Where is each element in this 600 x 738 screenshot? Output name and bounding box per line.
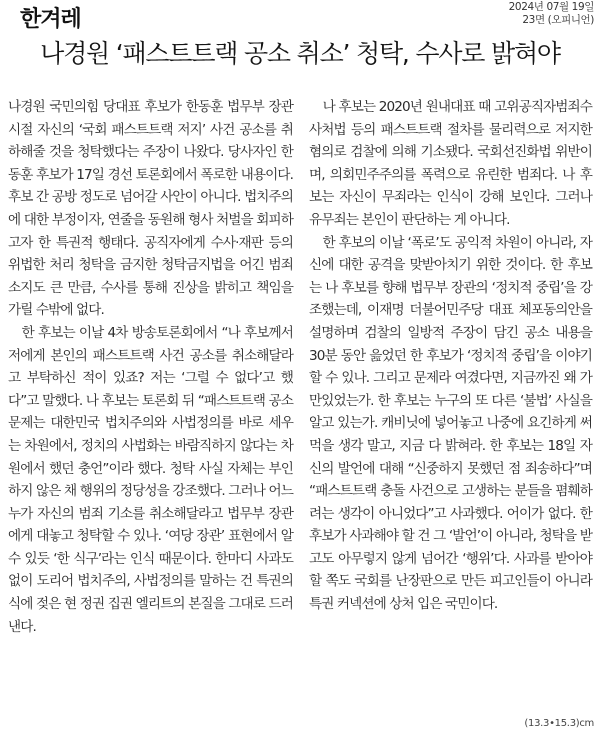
article-column-right [309,96,592,616]
page-section: 23면 (오피니언) [522,13,594,26]
article-headline: 나경원 ‘패스트트랙 공소 취소’ 청탁, 수사로 밝혀야 [40,39,560,68]
article-column-left [8,96,293,638]
paragraph-2: 한 후보는 이날 4차 방송토론회에서 “나 후보께서 저에게 본인의 패스트트랙 사건 공소를 취소해달라고 부탁하신 적이 있죠? 저는 ‘그럴 수 없다’고 했다”고 말했다. 나 후보는 토론회 뒤 “패스트트랙 공소 문제는 대한민국 법치주의와 사법정의를 바로 세우는 차원에서, 정치의 사법화는 바람직하지 않다는 차원에서 했던 충언”이라 했다. 청탁 사실 자체는 부인하지 않은 채 행위의 정당성을 강조했다. 그러나 어느 누가 자신의 범죄 기소를 취소해달라고 법무부 장관에게 대놓고 청탁할 수 있나. ‘여당 장관’ 표현에서 알 수 있듯 ‘한 식구’라는 인식 때문이다. 한마디 사과도 없이 도리어 법치주의, 사법정의를 말하는 건 특권의식에 젖은 현 정권 집권 엘리트의 본질을 그대로 드러낸다. [8,324,293,635]
publication-date: 2024년 07월 19일 [508,1,594,13]
clipping-size-note: (13.3•15.3)cm [524,718,594,729]
paragraph-4: 한 후보의 이날 ‘폭로’도 공익적 차원이 아니라, 자신에 대한 공격을 맞받아치기 위한 것이다. 한 후보는 나 후보를 향해 법무부 장관의 ‘정치적 중립’을 강조했는데, 이재명 더불어민주당 대표 체포동의안을 설명하며 검찰의 일방적 주장이 담긴 공소 내용을 30분 동안 읊었던 한 후보가 ‘정치적 중립’을 이야기할 수 있나. 그리고 문제라 여겼다면, 지금까진 왜 가만있었는가. 한 후보는 누구의 또 다른 ‘불법’ 사실을 알고 있는가. 캐비닛에 넣어놓고 나중에 요긴하게 써먹을 생각 말고, 지금 다 밝혀라. 한 후보는 18일 자신의 발언에 대해 “신중하지 못했던 점 죄송하다”며 “패스트트랙 충돌 사건으로 고생하는 분들을 폄훼하려는 생각이 아니었다”고 사과했다. 어이가 없다. 한 후보가 사과해야 할 건 그 ‘발언’이 아니라, 청탁을 받고도 아무렇지 않게 넘어간 ‘행위’다. 사과를 받아야 할 쪽도 국회를 난장판으로 만든 피고인들이 아니라 특권 커넥션에 상처 입은 국민이다. [309,234,592,613]
paragraph-3: 나 후보는 2020년 원내대표 때 고위공직자범죄수사처법 등의 패스트트랙 절차를 물리력으로 저지한 혐의로 검찰에 의해 기소됐다. 국회선진화법 위반이며, 의회민주주의를 폭력으로 유린한 범죄다. 나 후보는 자신이 무죄라는 인식이 강해 보인다. 그러나 유무죄는 본인이 판단하는 게 아니다. [309,99,592,228]
publication-meta [509,1,594,26]
paragraph-1: 나경원 국민의힘 당대표 후보가 한동훈 법무부 장관 시절 자신의 ‘국회 패스트트랙 저지’ 사건 공소를 취하해줄 것을 청탁했다는 주장이 나왔다. 당사자인 한동훈 후보가 17일 경선 토론회에서 폭로한 내용이다. 후보 간 공방 정도로 넘어갈 사안이 아니다. 법치주의에 대한 부정이자, 연줄을 동원해 형사 처벌을 회피하고자 한 특권적 행태다. 공직자에게 수사·재판 등의 위법한 처리 청탁을 금지한 청탁금지법을 어긴 범죄 소지도 큰 만큼, 수사를 통해 진상을 밝히고 책임을 가릴 수밖에 없다. [8,99,293,319]
newspaper-logo: 한겨레 [20,7,81,32]
